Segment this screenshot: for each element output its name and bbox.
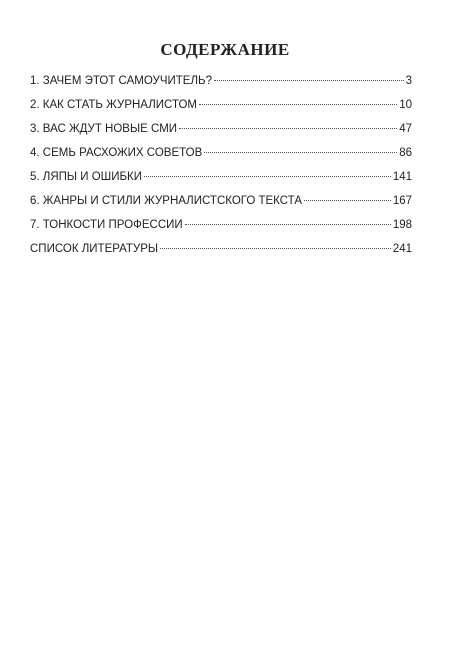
page-title: СОДЕРЖАНИЕ [160,40,290,59]
toc-entry-page: 167 [392,195,412,207]
toc-entry-page: 198 [392,219,412,231]
toc-entry-label: 6. ЖАНРЫ И СТИЛИ ЖУРНАЛИСТСКОГО ТЕКСТА [30,195,302,207]
toc-entry-label: СПИСОК ЛИТЕРАТУРЫ [30,243,159,255]
toc-entry [30,219,412,243]
toc-entry [30,75,412,99]
toc-entry-page: 241 [392,243,412,255]
toc-entry-label: 2. КАК СТАТЬ ЖУРНАЛИСТОМ [30,99,197,111]
dot-leader [185,224,391,225]
dot-leader [304,200,391,201]
toc-entry [30,171,412,195]
dot-leader [199,104,397,105]
toc-entry-page: 47 [399,123,412,135]
dot-leader [204,152,397,153]
toc-entry [30,243,412,267]
toc-entry [30,123,412,147]
toc-entry-page: 3 [405,75,412,87]
toc-entry-label: 5. ЛЯПЫ И ОШИБКИ [30,171,143,183]
toc-entry-page: 10 [399,99,412,111]
table-of-contents [30,75,412,267]
toc-entry-label: 1. ЗАЧЕМ ЭТОТ САМОУЧИТЕЛЬ? [30,75,212,87]
dot-leader [160,248,391,249]
toc-entry-label: 7. ТОНКОСТИ ПРОФЕССИИ [30,219,183,231]
toc-entry [30,195,412,219]
toc-entry-page: 141 [392,171,412,183]
toc-entry-page: 86 [399,147,412,159]
dot-leader [179,128,397,129]
dot-leader [214,80,404,81]
dot-leader [144,176,391,177]
toc-entry [30,99,412,123]
toc-entry-label: 3. ВАС ЖДУТ НОВЫЕ СМИ [30,123,178,135]
toc-entry [30,147,412,171]
toc-entry-label: 4. СЕМЬ РАСХОЖИХ СОВЕТОВ [30,147,203,159]
